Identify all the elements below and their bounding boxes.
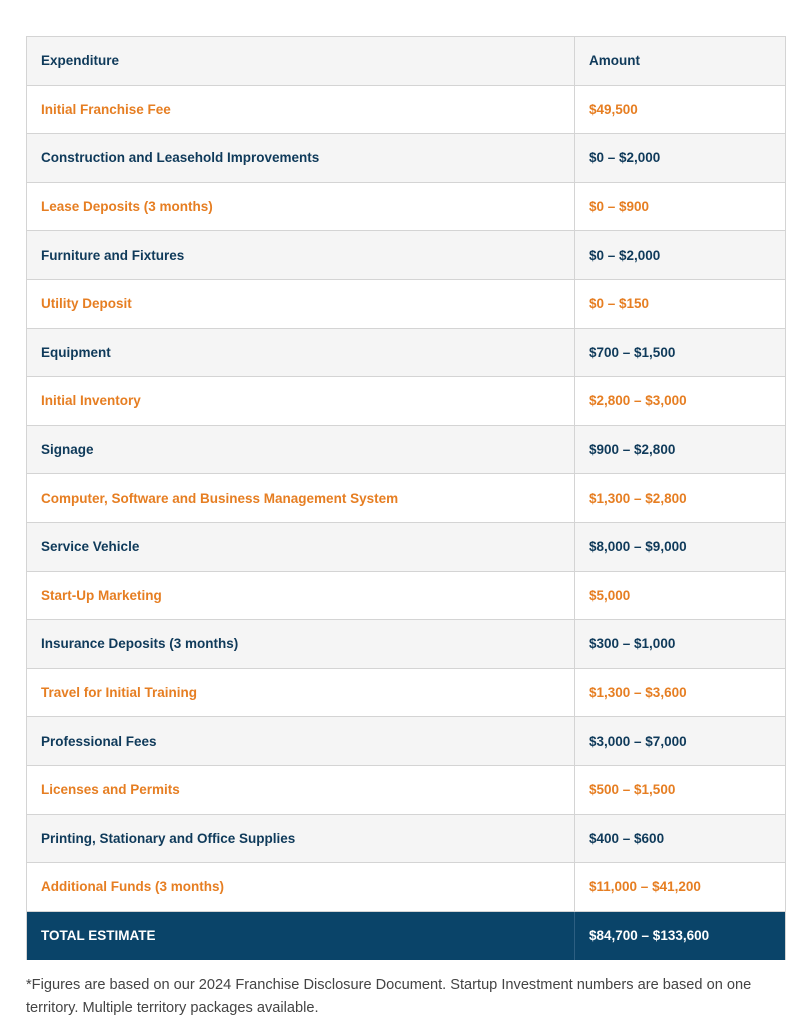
expenditure-cell: Insurance Deposits (3 months)	[27, 620, 575, 668]
table-row	[27, 766, 785, 815]
amount-cell: $400 – $600	[589, 830, 665, 846]
amount-cell: $49,500	[589, 101, 638, 117]
table-row	[27, 717, 785, 766]
table-row	[27, 474, 785, 523]
header-amount: Amount	[589, 53, 640, 69]
expenditure-cell: Printing, Stationary and Office Supplies	[27, 815, 575, 863]
table-row	[27, 863, 785, 912]
table-row	[27, 231, 785, 280]
amount-cell: $5,000	[589, 587, 631, 603]
expenditure-cell: Equipment	[27, 329, 575, 377]
table-row	[27, 669, 785, 718]
expenditure-cell: Initial Franchise Fee	[27, 86, 575, 134]
table-row	[27, 329, 785, 378]
expenditure-cell: Licenses and Permits	[27, 766, 575, 814]
total-label: TOTAL ESTIMATE	[27, 912, 575, 960]
expenditure-cell: Professional Fees	[27, 717, 575, 765]
expenditure-cell: Lease Deposits (3 months)	[27, 183, 575, 231]
amount-cell: $900 – $2,800	[589, 442, 676, 458]
amount-cell: $0 – $900	[589, 199, 650, 215]
amount-cell: $8,000 – $9,000	[589, 539, 687, 555]
footnote: *Figures are based on our 2024 Franchise Disclosure Document. Startup Investment numbers are based on one territory. Multiple territory packages available.	[26, 977, 752, 1016]
table-row	[27, 86, 785, 135]
table-row	[27, 134, 785, 183]
expenditure-cell: Initial Inventory	[27, 377, 575, 425]
expenditure-cell: Utility Deposit	[27, 280, 575, 328]
expenditure-cell: Service Vehicle	[27, 523, 575, 571]
amount-cell: $1,300 – $3,600	[589, 685, 687, 701]
header-expenditure: Expenditure	[27, 37, 575, 85]
amount-cell: $700 – $1,500	[589, 344, 676, 360]
table-row	[27, 572, 785, 621]
expenditure-cell: Travel for Initial Training	[27, 669, 575, 717]
table-row	[27, 620, 785, 669]
expenditure-cell: Start-Up Marketing	[27, 572, 575, 620]
table-row	[27, 183, 785, 232]
amount-cell: $300 – $1,000	[589, 636, 676, 652]
table-row	[27, 523, 785, 572]
expenditure-cell: Additional Funds (3 months)	[27, 863, 575, 911]
investment-table	[26, 36, 786, 960]
table-header-row	[27, 37, 785, 86]
table-body	[27, 86, 785, 912]
expenditure-cell: Construction and Leasehold Improvements	[27, 134, 575, 182]
table-row	[27, 815, 785, 864]
table-row	[27, 426, 785, 475]
expenditure-cell: Computer, Software and Business Management System	[27, 474, 575, 522]
expenditure-cell: Signage	[27, 426, 575, 474]
table-row	[27, 280, 785, 329]
table-total-row	[27, 912, 785, 960]
total-amount: $84,700 – $133,600	[589, 928, 710, 944]
amount-cell: $500 – $1,500	[589, 782, 676, 798]
expenditure-cell: Furniture and Fixtures	[27, 231, 575, 279]
amount-cell: $1,300 – $2,800	[589, 490, 687, 506]
amount-cell: $0 – $2,000	[589, 150, 661, 166]
amount-cell: $11,000 – $41,200	[589, 879, 701, 895]
amount-cell: $0 – $150	[589, 296, 650, 312]
amount-cell: $3,000 – $7,000	[589, 733, 687, 749]
amount-cell: $2,800 – $3,000	[589, 393, 687, 409]
amount-cell: $0 – $2,000	[589, 247, 661, 263]
table-row	[27, 377, 785, 426]
